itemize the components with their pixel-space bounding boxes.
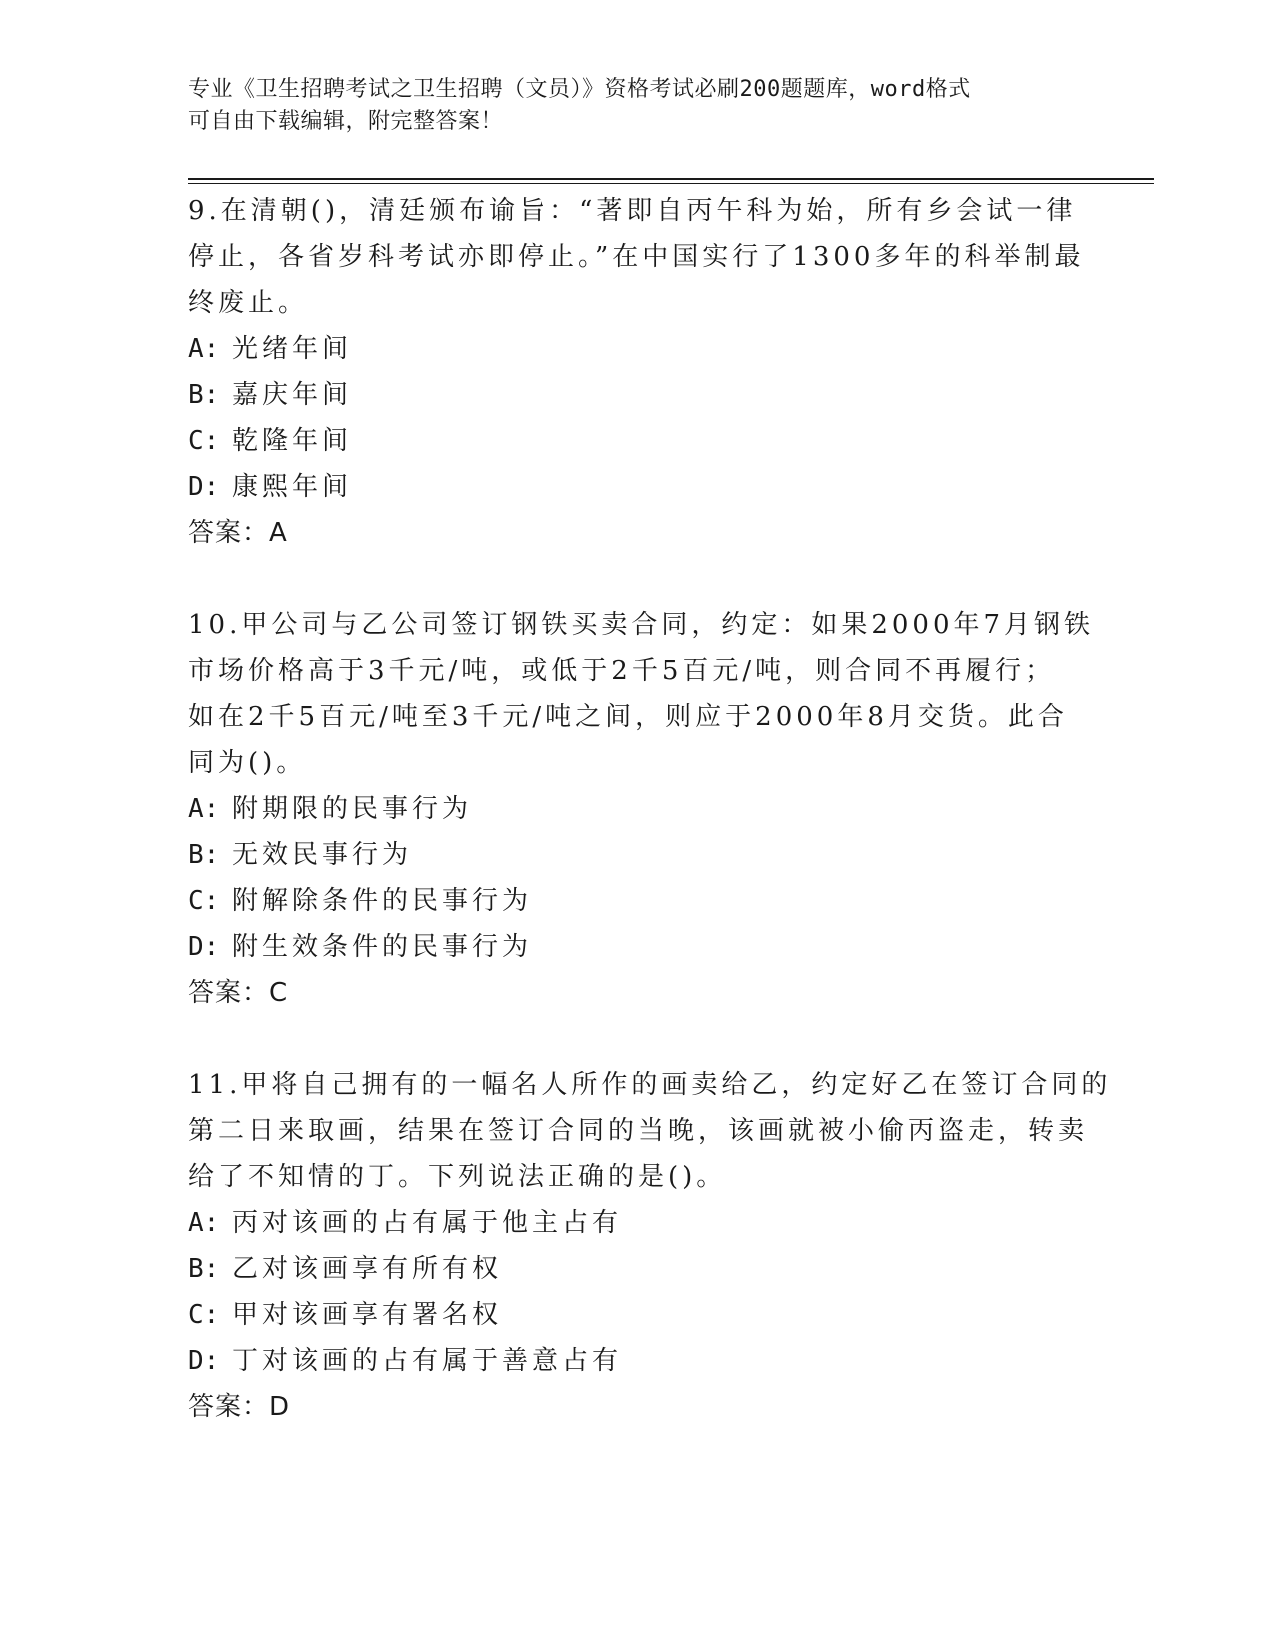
- option-b: [188, 1246, 1088, 1292]
- option-key: D:: [188, 932, 220, 962]
- question-stem-line: 市场价格高于3千元/吨，或低于2千5百元/吨，则合同不再履行；: [188, 656, 1056, 686]
- answer-line: 答案：C: [188, 978, 289, 1008]
- option-a: [188, 1200, 1088, 1246]
- option-key: B:: [188, 840, 220, 870]
- option-b: [188, 832, 1088, 878]
- question-list: [188, 188, 1112, 1476]
- document-header: [188, 74, 1068, 138]
- header-line-1: 专业《卫生招聘考试之卫生招聘（文员）》资格考试必刷200题题库，word格式: [188, 77, 971, 102]
- question-9: [188, 188, 1088, 556]
- question-stem-line: 终废止。: [188, 288, 309, 318]
- answer-line: 答案：A: [188, 518, 288, 548]
- option-text: 附生效条件的民事行为: [232, 932, 533, 962]
- option-d: [188, 1338, 1088, 1384]
- option-key: C:: [188, 426, 220, 456]
- option-c: [188, 878, 1088, 924]
- option-text: 康熙年间: [232, 472, 353, 502]
- question-stem-line: 11.甲将自己拥有的一幅名人所作的画卖给乙，约定好乙在签订合同的: [188, 1070, 1112, 1100]
- option-text: 附解除条件的民事行为: [232, 886, 533, 916]
- option-text: 丁对该画的占有属于善意占有: [232, 1346, 623, 1376]
- option-key: A:: [188, 334, 220, 364]
- option-text: 乙对该画享有所有权: [232, 1254, 503, 1284]
- header-divider-thin: [188, 183, 1154, 184]
- option-text: 丙对该画的占有属于他主占有: [232, 1208, 623, 1238]
- question-stem-line: 给了不知情的丁。下列说法正确的是()。: [188, 1162, 727, 1192]
- question-11: [188, 1062, 1112, 1430]
- answer-line: 答案：D: [188, 1392, 291, 1422]
- option-c: [188, 1292, 1088, 1338]
- option-d: [188, 464, 1088, 510]
- option-a: [188, 326, 1088, 372]
- question-stem-line: 同为()。: [188, 748, 307, 778]
- option-b: [188, 372, 1088, 418]
- header-line-2: 可自由下载编辑，附完整答案！: [188, 109, 504, 134]
- option-text: 附期限的民事行为: [232, 794, 473, 824]
- option-d: [188, 924, 1088, 970]
- question-stem-line: 停止，各省岁科考试亦即停止。”在中国实行了1300多年的科举制最: [188, 242, 1085, 272]
- option-c: [188, 418, 1088, 464]
- option-key: C:: [188, 886, 220, 916]
- option-key: A:: [188, 1208, 220, 1238]
- option-text: 无效民事行为: [232, 840, 413, 870]
- option-text: 甲对该画享有署名权: [232, 1300, 503, 1330]
- option-text: 嘉庆年间: [232, 380, 353, 410]
- option-text: 光绪年间: [232, 334, 353, 364]
- option-key: B:: [188, 380, 220, 410]
- option-a: [188, 786, 1088, 832]
- question-stem-line: 第二日来取画，结果在签订合同的当晚，该画就被小偷丙盗走，转卖: [188, 1116, 1089, 1146]
- header-divider-thick: [188, 178, 1154, 180]
- option-key: B:: [188, 1254, 220, 1284]
- option-text: 乾隆年间: [232, 426, 353, 456]
- question-10: [188, 602, 1095, 1016]
- question-stem-line: 9.在清朝()，清廷颁布谕旨：“著即自丙午科为始，所有乡会试一律: [188, 196, 1077, 226]
- question-stem-line: 如在2千5百元/吨至3千元/吨之间，则应于2000年8月交货。此合: [188, 702, 1068, 732]
- option-key: C:: [188, 1300, 220, 1330]
- option-key: D:: [188, 472, 220, 502]
- question-stem-line: 10.甲公司与乙公司签订钢铁买卖合同，约定：如果2000年7月钢铁: [188, 610, 1095, 640]
- option-key: A:: [188, 794, 220, 824]
- option-key: D:: [188, 1346, 220, 1376]
